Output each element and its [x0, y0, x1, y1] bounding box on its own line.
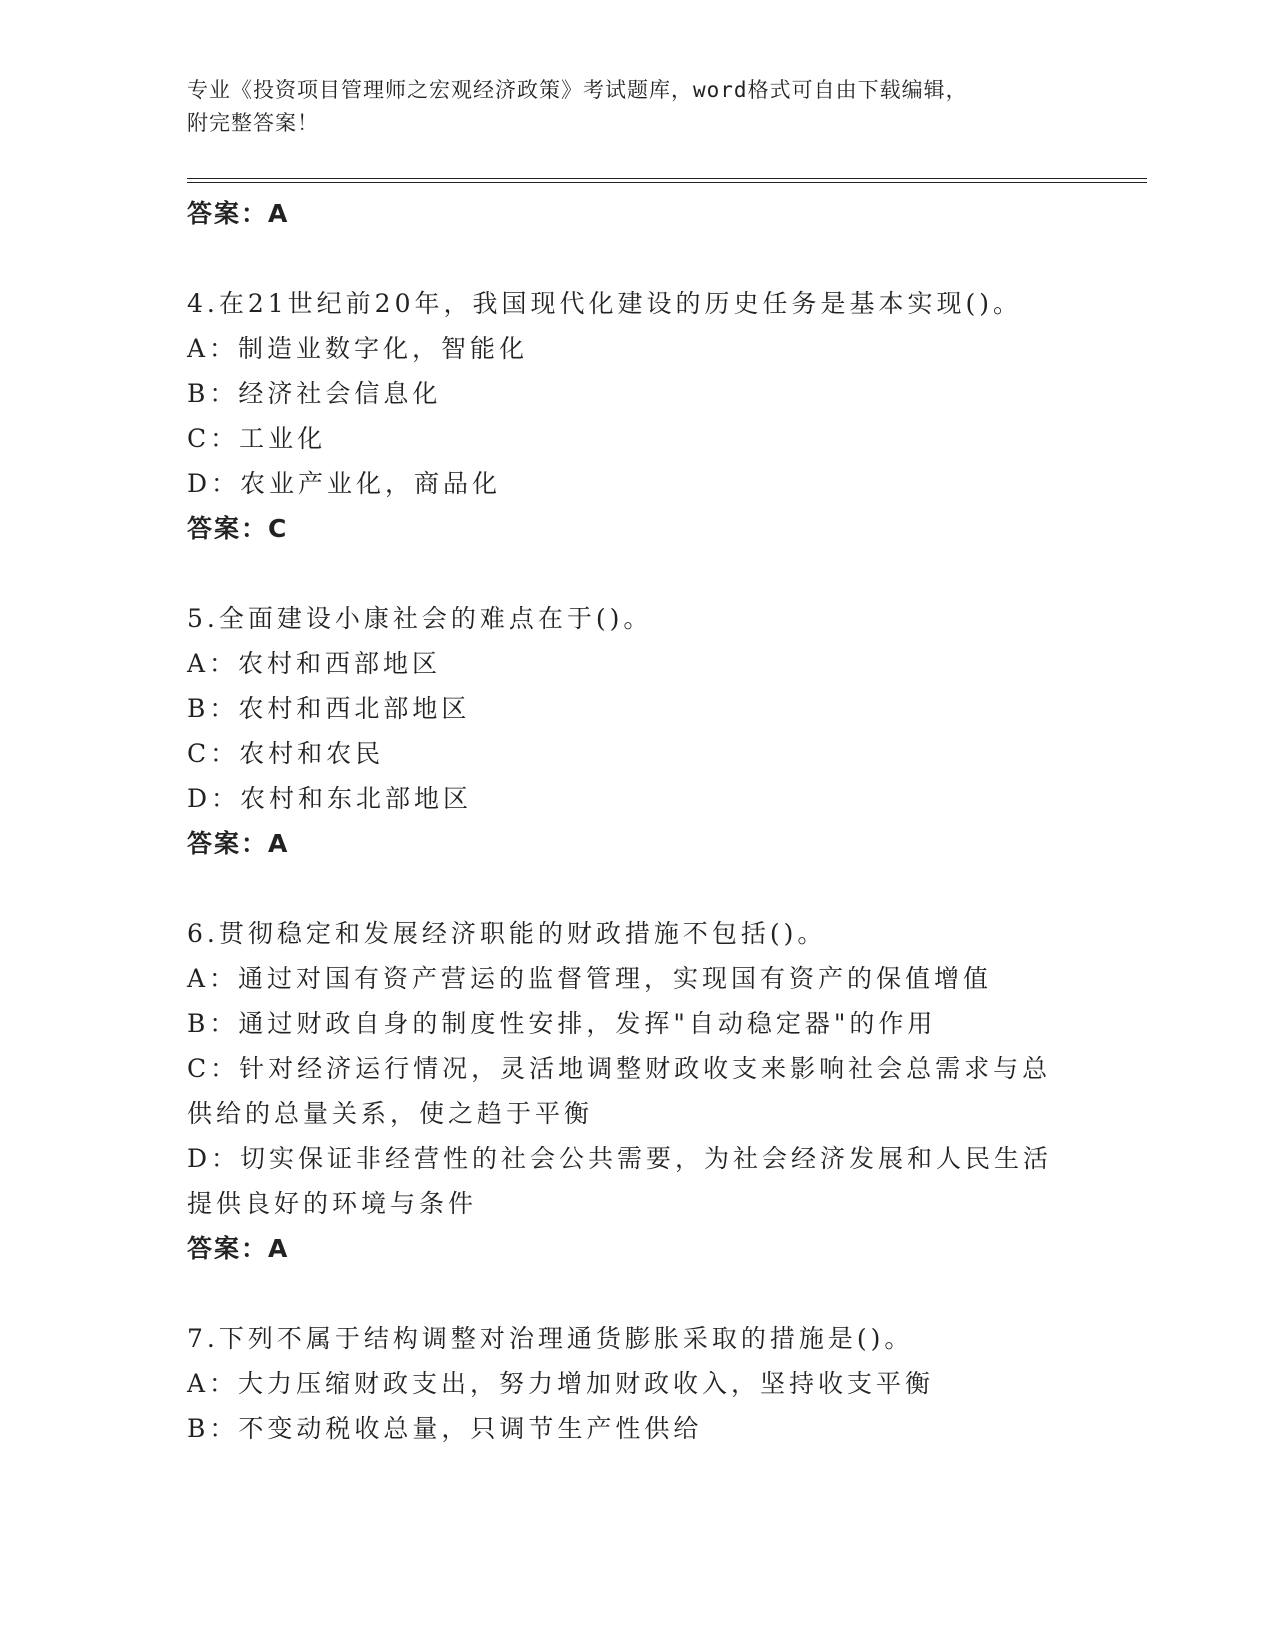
option-b: B：通过财政自身的制度性安排，发挥"自动稳定器"的作用 [187, 1009, 937, 1038]
spacer [187, 236, 1067, 281]
question-answer: 答案：A [187, 829, 290, 858]
header-line-2: 附完整答案！ [187, 111, 319, 135]
document-header [187, 74, 1087, 140]
question-stem: 7.下列不属于结构调整对治理通货膨胀采取的措施是()。 [187, 1324, 914, 1353]
question-stem: 6.贯彻稳定和发展经济职能的财政措施不包括()。 [187, 919, 827, 948]
option-b: B：不变动税收总量，只调节生产性供给 [187, 1414, 703, 1443]
header-divider-bottom [187, 182, 1147, 183]
spacer [187, 866, 1067, 911]
question-block [187, 281, 1067, 551]
option-d: D：农业产业化，商品化 [187, 469, 502, 498]
question-stem: 4.在21世纪前20年，我国现代化建设的历史任务是基本实现()。 [187, 289, 1022, 318]
question-stem: 5.全面建设小康社会的难点在于()。 [187, 604, 653, 633]
header-line-1: 专业《投资项目管理师之宏观经济政策》考试题库，word格式可自由下载编辑， [187, 78, 968, 102]
option-c: C：工业化 [187, 424, 327, 453]
option-b: B：经济社会信息化 [187, 379, 442, 408]
question-answer: 答案：A [187, 1234, 290, 1263]
question-block [187, 596, 1067, 866]
spacer [187, 551, 1067, 596]
spacer [187, 1271, 1067, 1316]
question-list [187, 191, 1067, 1451]
option-b: B：农村和西北部地区 [187, 694, 471, 723]
option-c: C：农村和农民 [187, 739, 385, 768]
question-answer: 答案：C [187, 514, 289, 543]
option-a: A：大力压缩财政支出，努力增加财政收入，坚持收支平衡 [187, 1369, 935, 1398]
question-block [187, 911, 1067, 1271]
header-divider-top [187, 178, 1147, 179]
option-d: D：切实保证非经营性的社会公共需要，为社会经济发展和人民生活提供良好的环境与条件 [187, 1144, 1053, 1218]
option-a: A：农村和西部地区 [187, 649, 442, 678]
question-block [187, 1316, 1067, 1451]
option-d: D：农村和东北部地区 [187, 784, 473, 813]
previous-answer: 答案：A [187, 199, 290, 228]
option-a: A：制造业数字化，智能化 [187, 334, 529, 363]
option-a: A：通过对国有资产营运的监督管理，实现国有资产的保值增值 [187, 964, 993, 993]
option-c: C：针对经济运行情况，灵活地调整财政收支来影响社会总需求与总供给的总量关系，使之趋于平衡 [187, 1054, 1052, 1128]
